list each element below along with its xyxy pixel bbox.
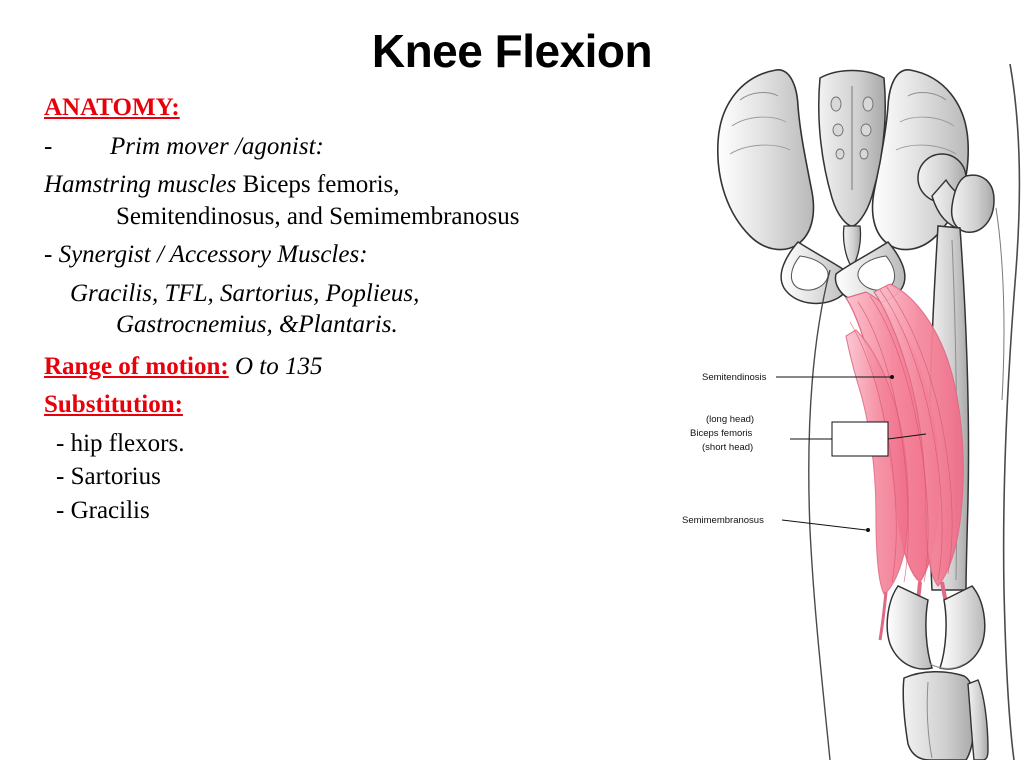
range-of-motion-heading: Range of motion: — [44, 352, 229, 380]
range-of-motion-value: O to 135 — [234, 352, 323, 380]
lateral-femoral-condyle — [940, 586, 985, 669]
list-item: - hip flexors. — [56, 429, 185, 457]
hamstring-italic: Hamstring muscles — [44, 171, 237, 198]
hamstring-row — [44, 169, 684, 232]
leader-line-semimembranosus — [782, 520, 866, 530]
hamstring-continued: Semitendinosus, and Semimembranosus — [116, 202, 520, 230]
leader-dot-semimembranosus — [866, 528, 870, 532]
substitution-list — [44, 428, 684, 527]
label-biceps-femoris: Biceps femoris — [690, 428, 753, 439]
prim-mover-dash: - — [44, 132, 53, 160]
hamstring-rest: Biceps femoris, — [236, 171, 400, 198]
tibia — [903, 672, 975, 760]
prim-mover-line — [44, 131, 684, 163]
synergist-row — [44, 239, 684, 271]
greater-trochanter — [952, 175, 994, 232]
label-short-head: (short head) — [702, 442, 754, 453]
lateral-skin-contour — [1004, 64, 1020, 760]
substitution-heading: Substitution: — [44, 391, 183, 418]
anatomy-content — [44, 92, 684, 533]
anatomy-heading-row — [44, 92, 684, 124]
semimembranosus-tendon — [880, 592, 886, 640]
synergist-list — [44, 278, 684, 341]
synergist-line-2: Gastrocnemius, &Plantaris. — [116, 311, 398, 338]
medial-femoral-condyle — [887, 586, 932, 669]
anatomy-figure — [680, 30, 1024, 760]
label-semitendinosis: Semitendinosis — [702, 372, 767, 383]
leader-dot-semitendinosis — [890, 375, 894, 379]
prim-mover-label: Prim mover /agonist: — [110, 132, 324, 160]
biceps-femoris-callout-box — [832, 422, 888, 456]
substitution-row — [44, 389, 684, 421]
label-long-head: (long head) — [706, 414, 755, 425]
anatomy-heading: ANATOMY: — [44, 94, 180, 121]
list-item: - Gracilis — [56, 496, 150, 524]
page-title: Knee Flexion — [371, 25, 653, 77]
list-item: - Sartorius — [56, 463, 161, 490]
label-semimembranosus: Semimembranosus — [682, 515, 764, 526]
lateral-contour-inner — [996, 208, 1004, 400]
left-ilium — [718, 70, 814, 250]
medial-skin-contour — [809, 270, 830, 760]
synergist-label: - Synergist / Accessory Muscles: — [44, 241, 368, 268]
prim-mover-row — [44, 131, 684, 163]
synergist-line-1: Gracilis, TFL, Sartorius, Poplieus, — [70, 279, 420, 307]
range-of-motion-row — [44, 351, 684, 383]
